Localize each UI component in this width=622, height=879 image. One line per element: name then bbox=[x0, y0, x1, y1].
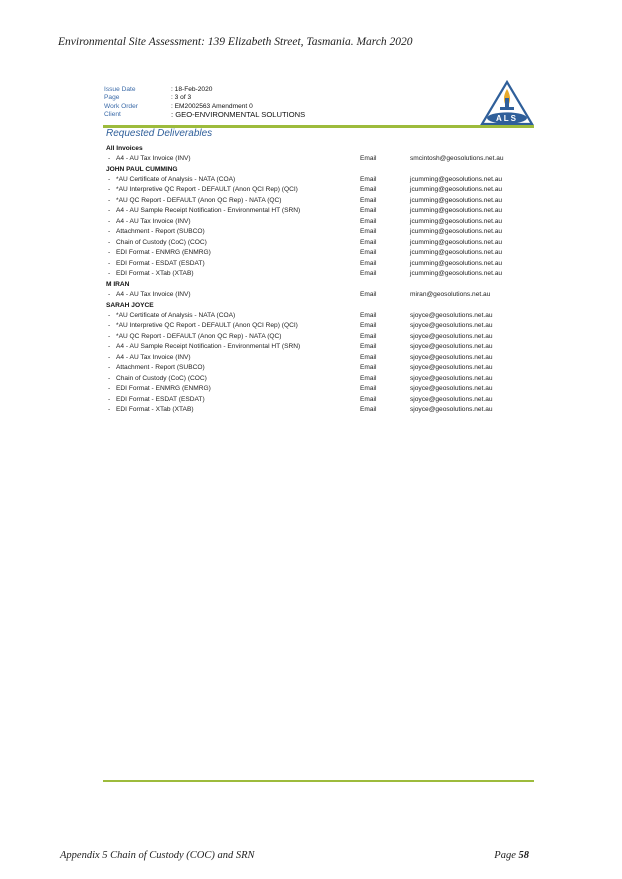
delivery-method: Email bbox=[360, 406, 377, 414]
report-name bbox=[106, 395, 360, 406]
meta-page bbox=[104, 94, 305, 102]
deliverable-row bbox=[106, 185, 534, 196]
delivery-method: Email bbox=[360, 270, 377, 278]
bullet-icon: - bbox=[108, 155, 111, 163]
meta-label: Page bbox=[104, 94, 120, 102]
meta-client bbox=[104, 111, 305, 119]
report-name bbox=[106, 185, 360, 196]
recipient-email: sjoyce@geosolutions.net.au bbox=[410, 311, 493, 319]
recipient-email: jcumming@geosolutions.net.au bbox=[410, 238, 503, 246]
report-name bbox=[106, 217, 360, 228]
report-name bbox=[106, 196, 360, 207]
recipient-email: sjoyce@geosolutions.net.au bbox=[410, 395, 493, 403]
bullet-icon: - bbox=[108, 270, 111, 278]
delivery-method: Email bbox=[360, 228, 377, 236]
bullet-icon: - bbox=[108, 364, 111, 372]
report-label: A4 - AU Sample Receipt Notification - Environmental HT (SRN) bbox=[116, 207, 301, 215]
delivery-method: Email bbox=[360, 291, 377, 299]
meta-value: : GEO-ENVIRONMENTAL SOLUTIONS bbox=[171, 109, 306, 119]
logo-text: ALS bbox=[496, 114, 518, 123]
bullet-icon: - bbox=[108, 249, 111, 257]
report-name bbox=[106, 206, 360, 217]
report-label: EDI Format - XTab (XTAB) bbox=[116, 406, 194, 414]
report-name bbox=[106, 384, 360, 395]
report-name bbox=[106, 154, 360, 165]
meta-label: Work Order bbox=[104, 102, 138, 110]
deliverable-row bbox=[106, 206, 534, 217]
delivery-method: Email bbox=[360, 155, 377, 163]
report-name bbox=[106, 342, 360, 353]
delivery-method: Email bbox=[360, 322, 377, 330]
report-label: A4 - AU Tax Invoice (INV) bbox=[116, 217, 191, 225]
delivery-method: Email bbox=[360, 249, 377, 257]
bullet-icon: - bbox=[108, 259, 111, 267]
recipient-email: jcumming@geosolutions.net.au bbox=[410, 259, 503, 267]
deliverable-row bbox=[106, 196, 534, 207]
meta-value: : 3 of 3 bbox=[171, 94, 192, 102]
recipient-title: All Invoices bbox=[106, 145, 143, 152]
bullet-icon: - bbox=[108, 291, 111, 299]
report-label: Chain of Custody (CoC) (COC) bbox=[116, 238, 207, 246]
report-label: A4 - AU Tax Invoice (INV) bbox=[116, 291, 191, 299]
bullet-icon: - bbox=[108, 217, 111, 225]
recipient-email: sjoyce@geosolutions.net.au bbox=[410, 322, 493, 330]
recipient-email: sjoyce@geosolutions.net.au bbox=[410, 353, 493, 361]
meta-label: Client bbox=[104, 110, 121, 118]
deliverable-row bbox=[106, 384, 534, 395]
bullet-icon: - bbox=[108, 353, 111, 361]
recipient-title: JOHN PAUL CUMMING bbox=[106, 165, 178, 173]
meta-value: : EM2002563 Amendment 0 bbox=[171, 102, 253, 110]
delivery-method: Email bbox=[360, 259, 377, 267]
delivery-method: Email bbox=[360, 238, 377, 246]
report-name bbox=[106, 374, 360, 385]
report-label: Attachment - Report (SUBCO) bbox=[116, 364, 205, 372]
footer-caption: Appendix 5 Chain of Custody (COC) and SRN bbox=[60, 850, 255, 861]
delivery-method: Email bbox=[360, 385, 377, 393]
page-header: Environmental Site Assessment: 139 Elizabeth Street, Tasmania. March 2020 bbox=[58, 36, 413, 48]
bullet-icon: - bbox=[108, 175, 111, 183]
bullet-icon: - bbox=[108, 311, 111, 319]
bullet-icon: - bbox=[108, 385, 111, 393]
deliverable-row bbox=[106, 363, 534, 374]
meta-issue-date bbox=[104, 86, 305, 94]
deliverable-row bbox=[106, 248, 534, 259]
recipient-email: jcumming@geosolutions.net.au bbox=[410, 270, 503, 278]
bullet-icon: - bbox=[108, 207, 111, 215]
report-name bbox=[106, 248, 360, 259]
bullet-icon: - bbox=[108, 196, 111, 204]
delivery-method: Email bbox=[360, 374, 377, 382]
report-name bbox=[106, 405, 360, 416]
deliverable-row bbox=[106, 395, 534, 406]
recipient-email: jcumming@geosolutions.net.au bbox=[410, 249, 503, 257]
recipient-email: sjoyce@geosolutions.net.au bbox=[410, 374, 493, 382]
deliverable-row bbox=[106, 342, 534, 353]
recipient-email: jcumming@geosolutions.net.au bbox=[410, 217, 503, 225]
bullet-icon: - bbox=[108, 374, 111, 382]
report-name bbox=[106, 227, 360, 238]
delivery-method: Email bbox=[360, 186, 377, 194]
report-meta bbox=[104, 86, 305, 119]
deliverables-list bbox=[106, 144, 534, 416]
report-name bbox=[106, 332, 360, 343]
recipient-email: jcumming@geosolutions.net.au bbox=[410, 186, 503, 194]
recipient-email: jcumming@geosolutions.net.au bbox=[410, 228, 503, 236]
bullet-icon: - bbox=[108, 238, 111, 246]
deliverable-row bbox=[106, 321, 534, 332]
report-label: Chain of Custody (CoC) (COC) bbox=[116, 374, 207, 382]
recipient-email: miran@geosolutions.net.au bbox=[410, 291, 491, 299]
recipient-title: SARAH JOYCE bbox=[106, 301, 154, 309]
report-label: EDI Format - ENMRG (ENMRG) bbox=[116, 385, 211, 393]
deliverable-row bbox=[106, 332, 534, 343]
recipient-email: sjoyce@geosolutions.net.au bbox=[410, 364, 493, 372]
deliverable-row bbox=[106, 238, 534, 249]
recipient-email: sjoyce@geosolutions.net.au bbox=[410, 343, 493, 351]
report-name bbox=[106, 321, 360, 332]
report-name bbox=[106, 353, 360, 364]
meta-value: : 18-Feb-2020 bbox=[171, 86, 213, 93]
page-number-value: 58 bbox=[518, 850, 529, 861]
als-logo bbox=[480, 80, 534, 126]
report-name bbox=[106, 290, 360, 301]
report-label: *AU QC Report - DEFAULT (Anon QC Rep) - NATA (QC) bbox=[116, 332, 282, 340]
deliverable-row bbox=[106, 154, 534, 165]
report-name bbox=[106, 311, 360, 322]
footer-divider bbox=[103, 780, 534, 782]
bullet-icon: - bbox=[108, 406, 111, 414]
page-label: Page bbox=[494, 850, 516, 861]
recipient-title: M IRAN bbox=[106, 280, 130, 288]
delivery-method: Email bbox=[360, 175, 377, 183]
meta-label: Issue Date bbox=[104, 86, 136, 93]
report-label: EDI Format - ESDAT (ESDAT) bbox=[116, 259, 205, 267]
page-number bbox=[494, 850, 529, 861]
report-name bbox=[106, 363, 360, 374]
delivery-method: Email bbox=[360, 311, 377, 319]
delivery-method: Email bbox=[360, 217, 377, 225]
report-label: EDI Format - XTab (XTAB) bbox=[116, 270, 194, 278]
deliverable-row bbox=[106, 374, 534, 385]
deliverable-row bbox=[106, 353, 534, 364]
deliverable-row bbox=[106, 269, 534, 280]
report-label: A4 - AU Sample Receipt Notification - Environmental HT (SRN) bbox=[116, 343, 301, 351]
delivery-method: Email bbox=[360, 353, 377, 361]
delivery-method: Email bbox=[360, 395, 377, 403]
delivery-method: Email bbox=[360, 343, 377, 351]
report-label: A4 - AU Tax Invoice (INV) bbox=[116, 155, 191, 163]
bullet-icon: - bbox=[108, 343, 111, 351]
recipient-email: smcintosh@geosolutions.net.au bbox=[410, 155, 504, 163]
bullet-icon: - bbox=[108, 186, 111, 194]
deliverable-row bbox=[106, 405, 534, 416]
deliverable-row bbox=[106, 175, 534, 186]
report-label: Attachment - Report (SUBCO) bbox=[116, 228, 205, 236]
recipient-email: sjoyce@geosolutions.net.au bbox=[410, 385, 493, 393]
recipient-email: jcumming@geosolutions.net.au bbox=[410, 175, 503, 183]
report-label: *AU Certificate of Analysis - NATA (COA) bbox=[116, 311, 236, 319]
logo-flask-base bbox=[500, 107, 514, 110]
bullet-icon: - bbox=[108, 395, 111, 403]
report-label: *AU Interpretive QC Report - DEFAULT (Anon QCI Rep) (QCI) bbox=[116, 186, 298, 194]
report-name bbox=[106, 175, 360, 186]
deliverable-row bbox=[106, 259, 534, 270]
section-title: Requested Deliverables bbox=[106, 128, 213, 139]
report-label: A4 - AU Tax Invoice (INV) bbox=[116, 353, 191, 361]
recipient-email: sjoyce@geosolutions.net.au bbox=[410, 406, 493, 414]
report-name bbox=[106, 269, 360, 280]
recipient-email: jcumming@geosolutions.net.au bbox=[410, 207, 503, 215]
delivery-method: Email bbox=[360, 332, 377, 340]
recipient-email: sjoyce@geosolutions.net.au bbox=[410, 332, 493, 340]
report-label: *AU QC Report - DEFAULT (Anon QC Rep) - NATA (QC) bbox=[116, 196, 282, 204]
delivery-method: Email bbox=[360, 207, 377, 215]
report-label: EDI Format - ENMRG (ENMRG) bbox=[116, 249, 211, 257]
report-name bbox=[106, 259, 360, 270]
report-label: *AU Certificate of Analysis - NATA (COA) bbox=[116, 175, 236, 183]
report-label: EDI Format - ESDAT (ESDAT) bbox=[116, 395, 205, 403]
delivery-method: Email bbox=[360, 364, 377, 372]
deliverable-row bbox=[106, 311, 534, 322]
delivery-method: Email bbox=[360, 196, 377, 204]
deliverable-row bbox=[106, 290, 534, 301]
bullet-icon: - bbox=[108, 322, 111, 330]
report-name bbox=[106, 238, 360, 249]
bullet-icon: - bbox=[108, 228, 111, 236]
deliverable-row bbox=[106, 227, 534, 238]
recipient-email: jcumming@geosolutions.net.au bbox=[410, 196, 503, 204]
deliverable-row bbox=[106, 217, 534, 228]
report-label: *AU Interpretive QC Report - DEFAULT (Anon QCI Rep) (QCI) bbox=[116, 322, 298, 330]
bullet-icon: - bbox=[108, 332, 111, 340]
